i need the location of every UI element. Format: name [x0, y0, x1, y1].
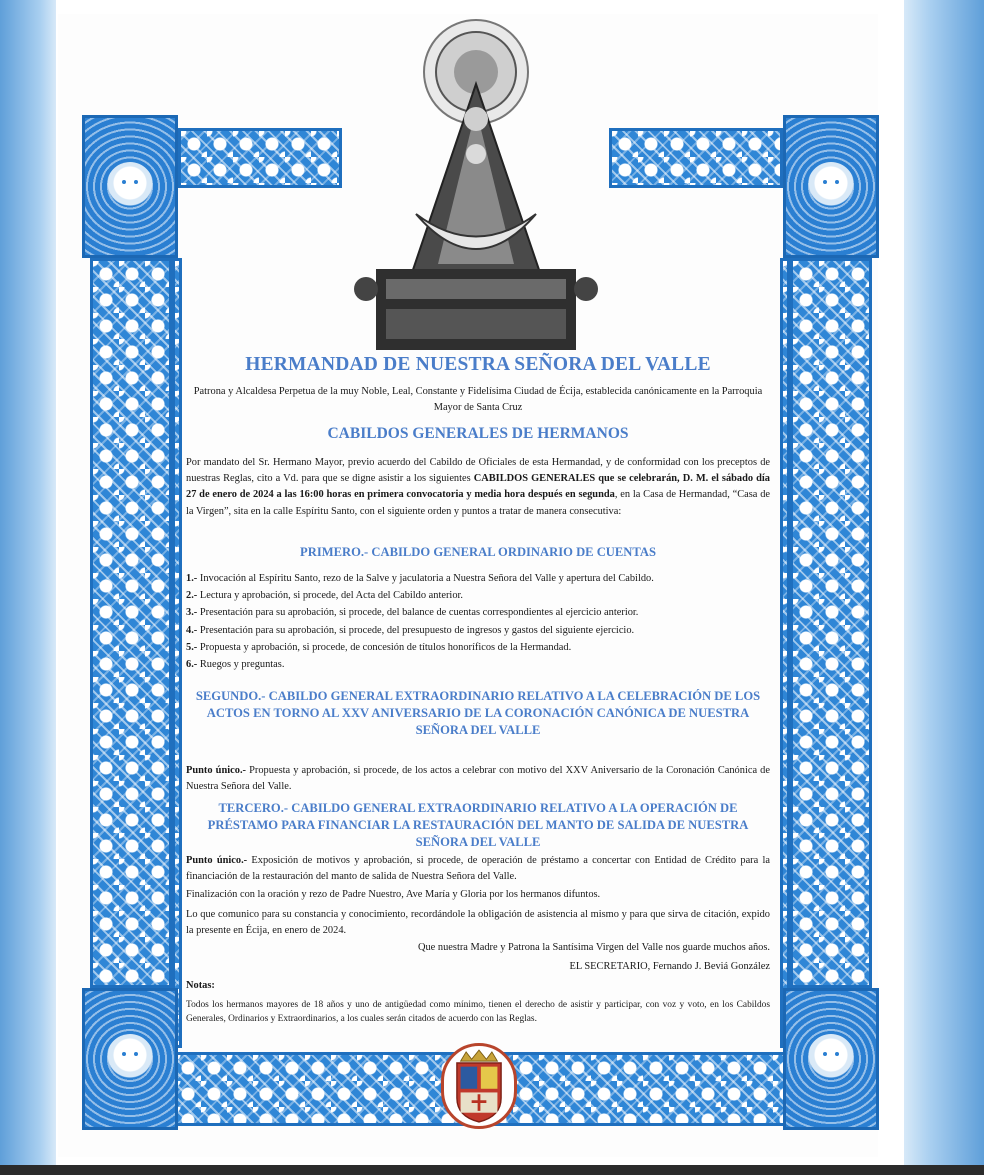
- brotherhood-crest-icon: [441, 1043, 517, 1129]
- cherub-ornament: [106, 162, 154, 212]
- secretary-signature: EL SECRETARIO, Fernando J. Beviá González: [569, 961, 770, 972]
- top-left-tile-band: [178, 128, 342, 188]
- bottom-left-cherub-corner: [82, 988, 178, 1130]
- segundo-punto: Punto único.- Propuesta y aprobación, si procede, de los actos a celebrar con motivo del XXV Aniversario de la Coronación Canónica de Nuestra Señora del Valle.: [186, 765, 770, 793]
- cherub-ornament: [807, 162, 855, 212]
- cherub-ornament: [807, 1034, 855, 1084]
- blessing-text: Que nuestra Madre y Patrona la Santísima Virgen del Valle nos guarde muchos años.: [417, 942, 770, 953]
- finalizacion-text: Finalización con la oración y rezo de Padre Nuestro, Ave María y Gloria por los hermanos difuntos.: [186, 889, 601, 900]
- list-item: 1.- Invocación al Espíritu Santo, rezo de la Salve y jaculatoria a Nuestra Señora del Valle y apertura del Cabildo.: [186, 573, 654, 584]
- convocatoria-paragraph: Por mandato del Sr. Hermano Mayor, previo acuerdo del Cabildo de Oficiales de esta Hermandad, y de conformidad con los preceptos de nuestras Reglas, cito a Vd. para que se digne asistir a los siguientes CABILDOS GENERALES que se celebrarán, D. M. el sábado día 27 de enero de 2024 a las 16:00 horas en primera convocatoria y media hora después en segunda, en la Casa de Hermandad, “Casa de la Virgen”, sita en la calle Espíritu Santo, con el siguiente orden y puntos a tratar de manera consecutiva:: [186, 457, 771, 517]
- screen-bottom-bar: [0, 1165, 984, 1175]
- cherub-ornament: [106, 1034, 154, 1084]
- primero-heading: PRIMERO.- CABILDO GENERAL ORDINARIO DE CUENTAS: [300, 545, 656, 559]
- list-item: 4.- Presentación para su aprobación, si procede, del presupuesto de ingresos y gastos del siguiente ejercicio.: [186, 624, 635, 636]
- cabildos-heading: CABILDOS GENERALES DE HERMANOS: [327, 425, 629, 442]
- tercero-punto: Punto único.- Exposición de motivos y aprobación, si procede, de operación de préstamo a concertar con Entidad de Crédito para la financiación de la restauración del manto de salida de Nuestra Señora del Valle.: [186, 855, 771, 883]
- list-item: 3.- Presentación para su aprobación, si procede, del balance de cuentas correspondientes al ejercicio anterior.: [186, 607, 639, 619]
- list-item: 5.- Propuesta y aprobación, si procede, de concesión de títulos honoríficos de la Hermandad.: [186, 641, 572, 653]
- bottom-right-cherub-corner: [783, 988, 879, 1130]
- right-inner-tile-strip: [780, 258, 790, 1048]
- convocatoria-bold: CABILDOS GENERALES que se celebrarán, D. M. el sábado día 27 de enero de 2024 a las 16:00 horas en primera convocatoria y media hora después en segunda: [186, 473, 771, 501]
- top-right-cherub-corner: [783, 115, 879, 258]
- list-item: 6.- Ruegos y preguntas.: [186, 659, 285, 671]
- top-right-tile-band: [609, 128, 783, 188]
- constancia-text: Lo que comunico para su constancia y conocimiento, recordándole la obligación de asistencia al mismo y para que sirva de citación, expido la presente en Écija, en enero de 2024.: [186, 909, 770, 937]
- left-inner-tile-strip: [172, 258, 182, 1048]
- top-left-cherub-corner: [82, 115, 178, 258]
- notes-label: Notas:: [186, 980, 215, 991]
- notes-text: Todos los hermanos mayores de 18 años y uno de antigüedad como mínimo, tienen el derecho de asistir y participar, con voz y voto, en los Cabildos Generales, Ordinarios y Extraordinarios, a los cuales serán citados de acuerdo con las Reglas.: [186, 1000, 770, 1024]
- primero-items: [186, 570, 770, 673]
- right-tile-column: [790, 258, 872, 988]
- tercero-heading: TERCERO.- CABILDO GENERAL EXTRAORDINARIO RELATIVO A LA OPERACIÓN DE PRÉSTAMO PARA FINANCIAR LA RESTAURACIÓN DEL MANTO DE SALIDA DE NUESTRA SEÑORA DEL VALLE: [207, 801, 749, 849]
- list-item: 2.- Lectura y aprobación, si procede, del Acta del Cabildo anterior.: [186, 590, 463, 602]
- virgin-del-valle-image: [346, 14, 606, 350]
- brotherhood-subtitle: Patrona y Alcaldesa Perpetua de la muy Noble, Leal, Constante y Fidelísima Ciudad de Écija, establecida canónicamente en la Parroquia Mayor de Santa Cruz: [193, 386, 763, 413]
- segundo-heading: SEGUNDO.- CABILDO GENERAL EXTRAORDINARIO RELATIVO A LA CELEBRACIÓN DE LOS ACTOS EN TORNO AL XXV ANIVERSARIO DE LA CORONACIÓN CANÓNICA DE NUESTRA SEÑORA DEL VALLE: [195, 689, 761, 737]
- left-tile-column: [90, 258, 172, 988]
- brotherhood-title: HERMANDAD DE NUESTRA SEÑORA DEL VALLE: [245, 354, 711, 375]
